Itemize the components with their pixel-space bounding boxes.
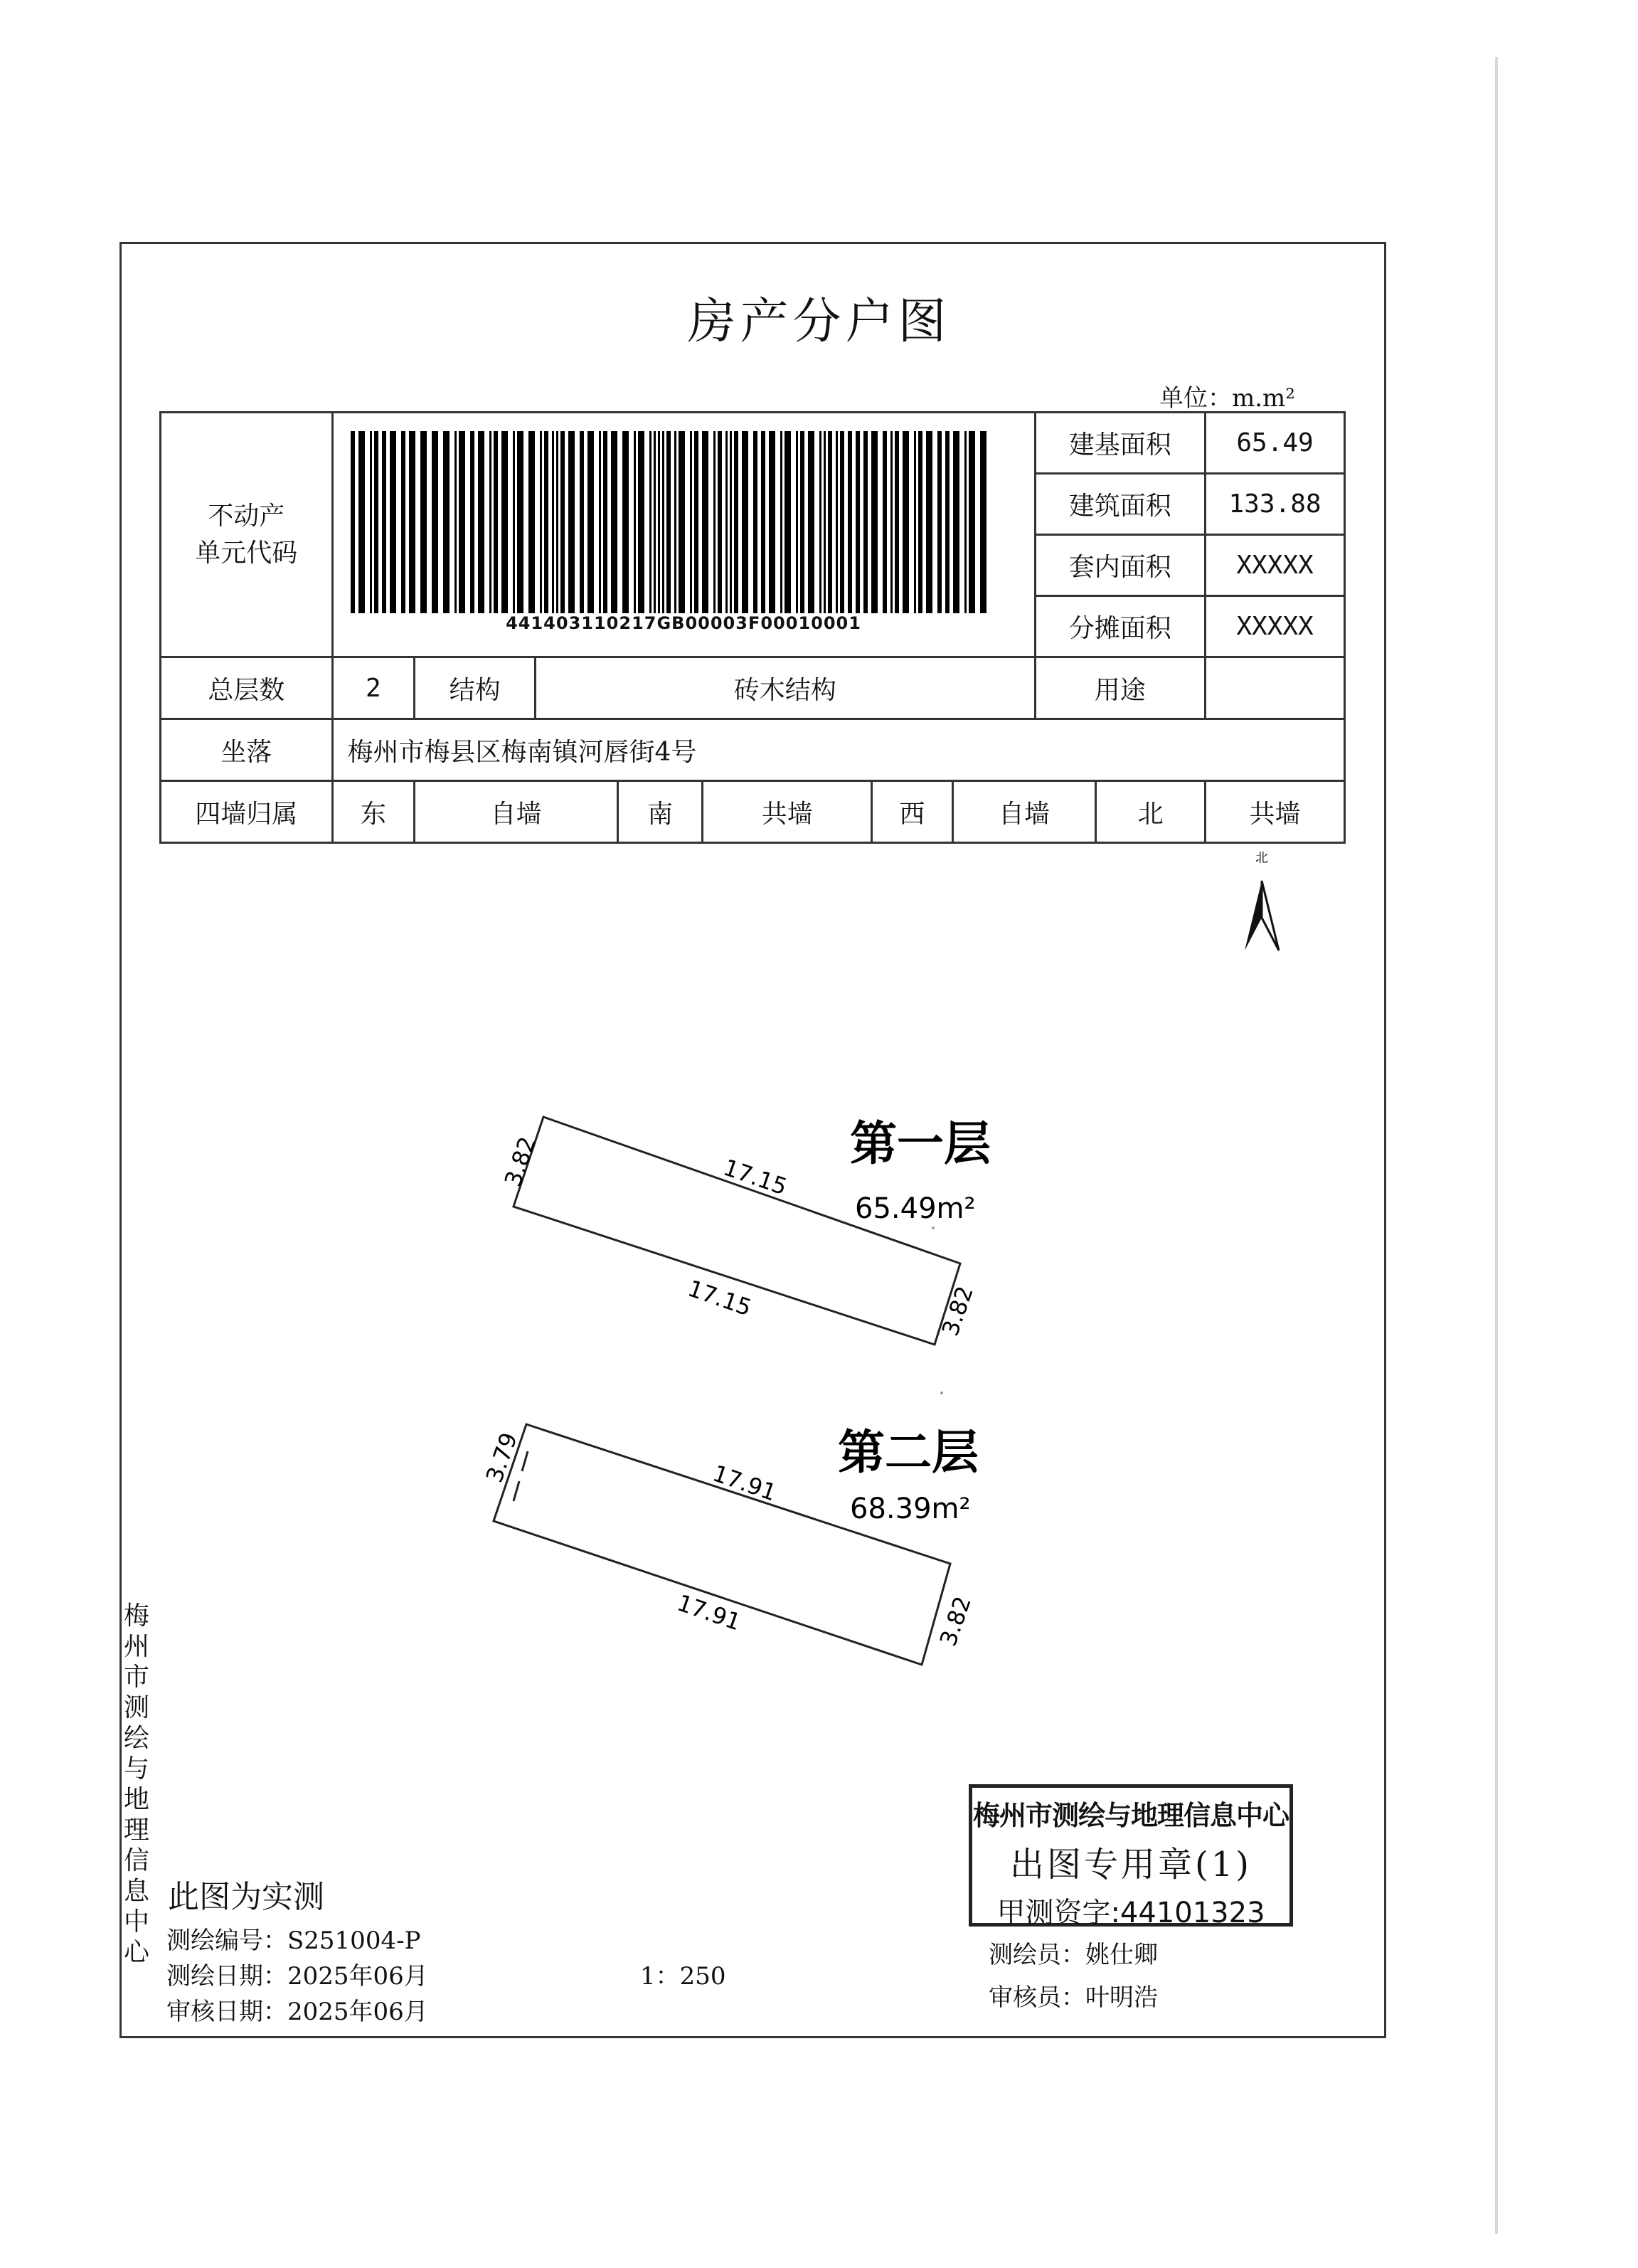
- side-organization-text: 梅 州 市 测 绘 与 地 理 信 息 中 心: [123, 1601, 149, 1967]
- structure-label: 结构: [415, 657, 536, 719]
- floor-1-area: 65.49m²: [855, 1192, 976, 1225]
- scan-edge-line: [1495, 57, 1498, 2234]
- area-value: XXXXX: [1206, 596, 1345, 657]
- wall-direction-west: 西: [871, 781, 952, 843]
- floor-1-top-length: 17.15: [720, 1153, 791, 1201]
- stamp-line-1: 梅州市测绘与地理信息中心: [972, 1800, 1289, 1831]
- floor-1-right-length: 3.82: [936, 1282, 979, 1340]
- scale: 1：250: [640, 1962, 726, 1991]
- review-date: 审核日期：2025年06月: [166, 1998, 428, 2026]
- area-label: 套内面积: [1035, 535, 1206, 596]
- unit-code-label: 不动产 单元代码: [161, 413, 333, 657]
- unit-label: 单位：m.m²: [1159, 384, 1295, 413]
- area-label: 建筑面积: [1035, 474, 1206, 535]
- floor-2-name: 第二层: [838, 1425, 979, 1480]
- stamp-line-3: 甲测资字:44101323: [996, 1897, 1265, 1929]
- document-title: 房产分户图: [687, 294, 951, 350]
- area-label: 建基面积: [1035, 413, 1206, 474]
- wall-value-east: 自墙: [415, 781, 617, 843]
- area-value: 65.49: [1206, 413, 1345, 474]
- wall-direction-east: 东: [332, 781, 415, 843]
- north-label: 北: [1255, 851, 1268, 866]
- area-label: 分摊面积: [1035, 596, 1206, 657]
- floor-2-top-length: 17.91: [709, 1459, 780, 1507]
- area-value: 133.88: [1206, 474, 1345, 535]
- usage-label: 用途: [1035, 657, 1206, 719]
- wall-value-north: 共墙: [1206, 781, 1345, 843]
- floor-1-bottom-length: 17.15: [684, 1274, 755, 1322]
- floors-value: 2: [332, 657, 415, 719]
- north-arrow-icon: [1245, 851, 1279, 950]
- wall-direction-south: 南: [617, 781, 703, 843]
- surveyor: 测绘员：姚仕卿: [989, 1941, 1158, 1969]
- floor-2-left-length: 3.79: [480, 1429, 523, 1486]
- walls-label: 四墙归属: [161, 781, 333, 843]
- survey-date: 测绘日期：2025年06月: [166, 1962, 428, 1991]
- floor-2-right-length: 3.82: [934, 1592, 977, 1650]
- official-stamp: [969, 1784, 1293, 1927]
- floors-label: 总层数: [161, 657, 333, 719]
- floor-1-name: 第一层: [850, 1116, 991, 1171]
- wall-value-south: 共墙: [703, 781, 871, 843]
- stamp-line-2: 出图专用章(1): [1010, 1845, 1252, 1885]
- area-value: XXXXX: [1206, 535, 1345, 596]
- structure-value: 砖木结构: [535, 657, 1035, 719]
- floor-2-bottom-length: 17.91: [674, 1589, 745, 1636]
- wall-value-west: 自墙: [952, 781, 1096, 843]
- floor-1-left-length: 3.82: [499, 1133, 541, 1190]
- barcode-number: 441403110217GB00003F00010001: [506, 613, 861, 633]
- location-label: 坐落: [161, 719, 333, 781]
- wall-direction-north: 北: [1096, 781, 1206, 843]
- reviewer: 审核员：叶明浩: [989, 1983, 1158, 2012]
- location-value: 梅州市梅县区梅南镇河唇街4号: [332, 719, 1345, 781]
- survey-number: 测绘编号：S251004-P: [166, 1927, 421, 1955]
- surveyed-note: 此图为实测: [168, 1879, 324, 1915]
- floor-2-area: 68.39m²: [850, 1493, 971, 1525]
